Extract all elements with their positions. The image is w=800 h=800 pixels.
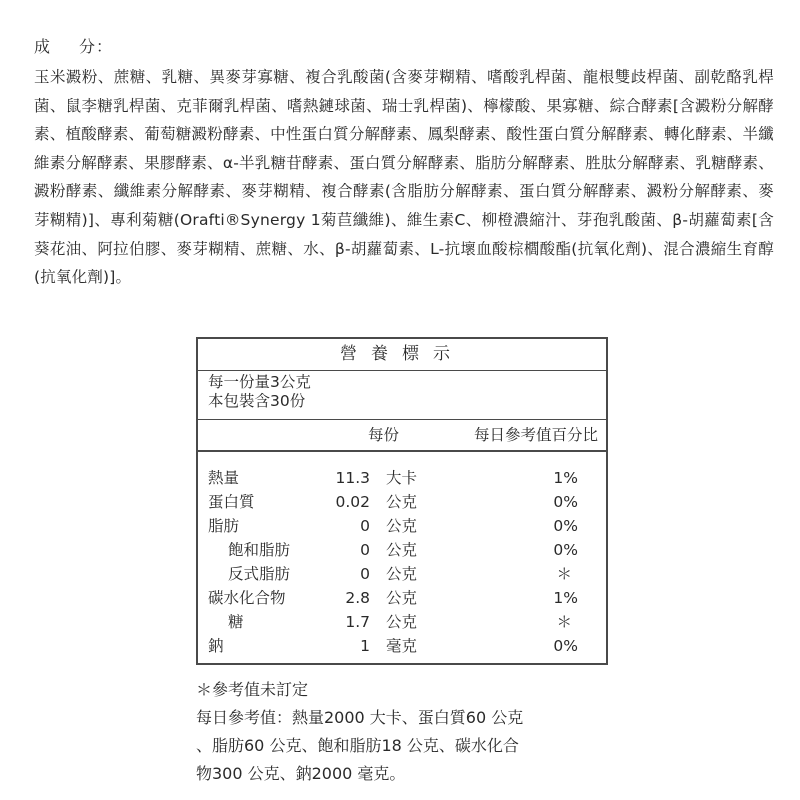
- ingredients-section: [34, 34, 774, 292]
- column-headers: [198, 420, 606, 452]
- nutrient-name: 飽和脂肪: [228, 541, 291, 559]
- nutrient-row-saturated-fat: [198, 538, 606, 562]
- nutrition-title: 營養標示: [198, 339, 606, 371]
- footnote-reference-line-1: 每日參考值：熱量2000 大卡、蛋白質60 公克: [196, 708, 524, 727]
- nutrient-value: 1: [360, 637, 370, 655]
- nutrient-value: 0: [360, 565, 370, 583]
- nutrient-value: 0: [360, 541, 370, 559]
- nutrient-daily-percent: 0%: [553, 493, 578, 511]
- nutrient-daily-percent: 1%: [553, 589, 578, 607]
- footnote-reference-line-3: 物300 公克、鈉2000 毫克。: [196, 764, 406, 783]
- nutrient-unit: 公克: [386, 493, 418, 511]
- nutrient-value: 0: [360, 517, 370, 535]
- nutrient-value: 1.7: [345, 613, 370, 631]
- nutrient-row-sodium: [198, 634, 606, 658]
- nutrient-daily-percent: ＊: [556, 565, 572, 583]
- footnote-reference-line-2: 、脂肪60 公克、飽和脂肪18 公克、碳水化合: [196, 736, 519, 755]
- nutrient-name: 鈉: [208, 637, 224, 655]
- nutrient-daily-percent: 0%: [553, 637, 578, 655]
- nutrient-unit: 公克: [386, 565, 418, 583]
- footnote: [196, 676, 616, 788]
- serving-info: [198, 371, 606, 420]
- nutrient-name: 碳水化合物: [208, 589, 286, 607]
- nutrient-rows: [198, 452, 606, 658]
- ingredients-heading-part-a: 成: [34, 37, 52, 56]
- nutrient-unit: 公克: [386, 613, 418, 631]
- nutrient-value: 0.02: [335, 493, 370, 511]
- nutrient-daily-percent: 0%: [553, 517, 578, 535]
- servings-per-package: 本包裝含30份: [208, 392, 306, 410]
- nutrient-name: 反式脂肪: [228, 565, 291, 583]
- ingredients-heading: [34, 34, 774, 60]
- nutrient-row-calories: [198, 466, 606, 490]
- column-header-daily-value: 每日參考值百分比: [473, 426, 598, 444]
- nutrient-unit: 毫克: [386, 637, 418, 655]
- nutrient-name: 脂肪: [208, 517, 240, 535]
- nutrient-name: 熱量: [208, 469, 240, 487]
- nutrient-name: 糖: [228, 613, 244, 631]
- serving-size: 每一份量3公克: [208, 373, 311, 391]
- nutrient-name: 蛋白質: [208, 493, 255, 511]
- nutrient-row-trans-fat: [198, 562, 606, 586]
- nutrient-daily-percent: 0%: [553, 541, 578, 559]
- nutrient-value: 2.8: [345, 589, 370, 607]
- nutrient-row-protein: [198, 490, 606, 514]
- nutrient-daily-percent: 1%: [553, 469, 578, 487]
- nutrient-row-carbohydrate: [198, 586, 606, 610]
- nutrient-unit: 公克: [386, 517, 418, 535]
- nutrient-unit: 公克: [386, 541, 418, 559]
- nutrition-facts-table: [196, 337, 608, 665]
- nutrient-unit: 大卡: [386, 469, 418, 487]
- footnote-undetermined: ＊參考值未訂定: [196, 680, 309, 699]
- nutrient-daily-percent: ＊: [556, 613, 572, 631]
- ingredients-text: 玉米澱粉、蔗糖、乳糖、異麥芽寡糖、複合乳酸菌(含麥芽糊精、嗜酸乳桿菌、龍根雙歧桿菌、副乾酪乳桿菌、鼠李糖乳桿菌、克菲爾乳桿菌、嗜熱鏈球菌、瑞士乳桿菌)、檸檬酸、果寡糖、綜合酵素[含澱粉分解酵素、植酸酵素、葡萄糖澱粉酵素、中性蛋白質分解酵素、鳳梨酵素、酸性蛋白質分解酵素、轉化酵素、半纖維素分解酵素、果膠酵素、α-半乳糖苷酵素、蛋白質分解酵素、脂肪分解酵素、胜肽分解酵素、乳糖酵素、澱粉酵素、纖維素分解酵素、麥芽糊精、複合酵素(含脂肪分解酵素、蛋白質分解酵素、澱粉分解酵素、麥芽糊精)]、專利菊糖(Orafti®Synergy 1菊苣纖維)、維生素C、柳橙濃縮汁、芽孢乳酸菌、β-胡蘿蔔素[含葵花油、阿拉伯膠、麥芽糊精、蔗糖、水、β-胡蘿蔔素、L-抗壞血酸棕櫚酸酯(抗氧化劑)、混合濃縮生育醇(抗氧化劑)]。: [34, 68, 774, 287]
- nutrient-unit: 公克: [386, 589, 418, 607]
- column-header-per-serving: 每份: [368, 426, 400, 444]
- ingredients-heading-part-b: 分：: [79, 37, 114, 56]
- nutrient-row-sugar: [198, 610, 606, 634]
- nutrient-row-fat: [198, 514, 606, 538]
- nutrient-value: 11.3: [335, 469, 370, 487]
